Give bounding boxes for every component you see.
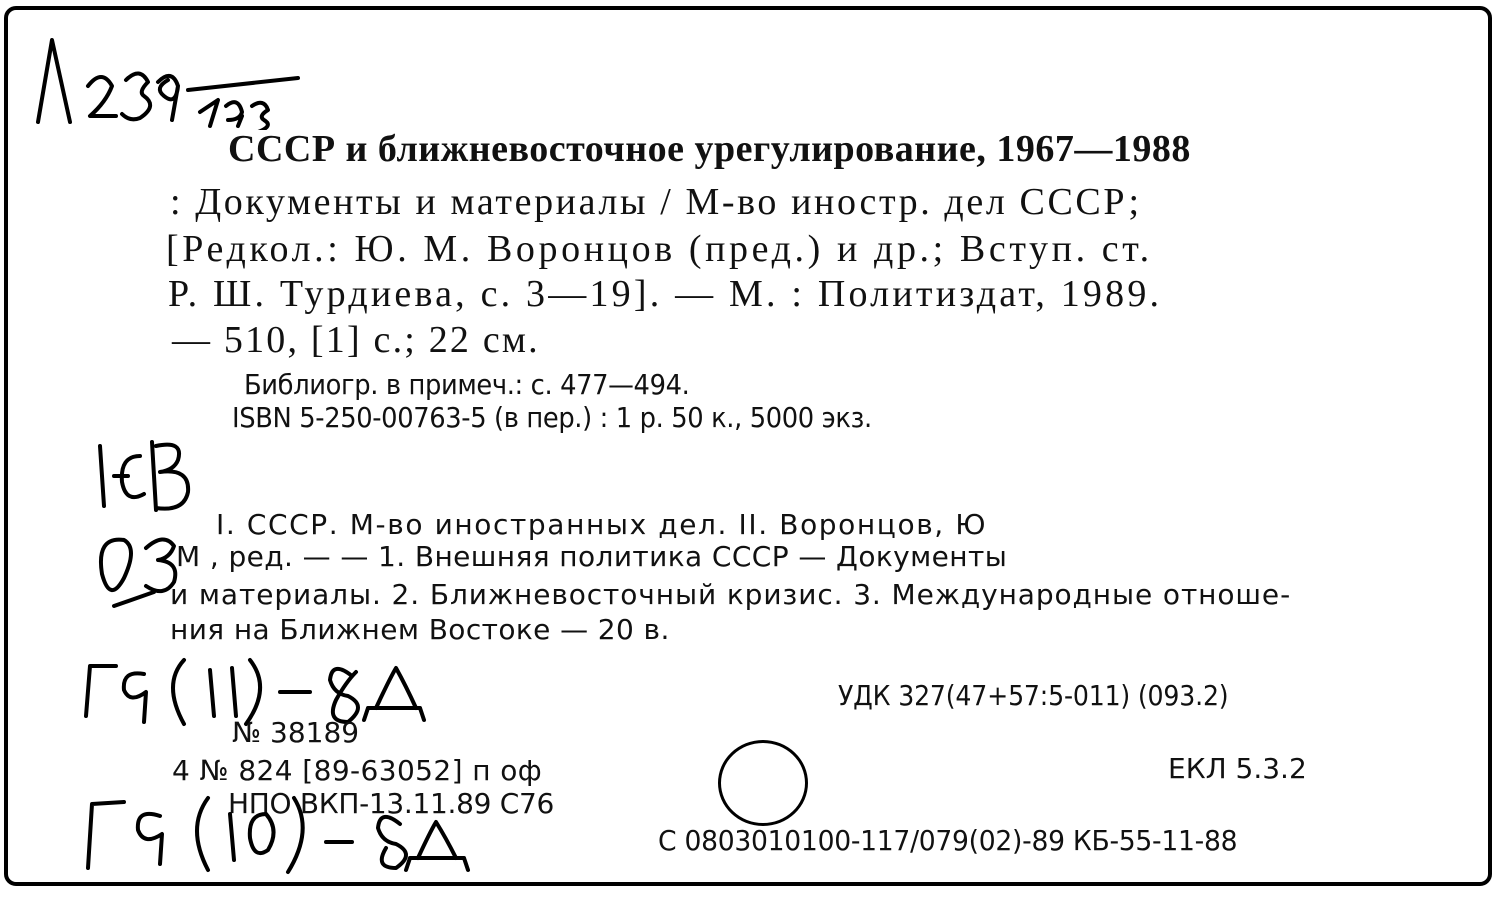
description-line-3: Р. Ш. Турдиева, с. 3—19]. — М. : Политиздат, 1989.	[168, 273, 1163, 315]
stamp-circle	[718, 740, 808, 826]
subject-line-2: М , ред. — — 1. Внешняя политика СССР — Документы	[176, 540, 1008, 573]
description-line-1: : Документы и материалы / М-во иностр. дел СССР;	[170, 181, 1142, 223]
description-line-2: [Редкол.: Ю. М. Воронцов (пред.) и др.; Вступ. ст.	[166, 228, 1153, 270]
book-title: СССР и ближневосточное урегулирование, 1967—1988	[228, 128, 1191, 170]
bibliography-note: Библиогр. в примеч.: с. 477—494.	[244, 368, 690, 401]
catalog-number: № 38189	[232, 716, 360, 749]
subject-line-1: I. СССР. М-во иностранных дел. II. Воронцов, Ю	[216, 508, 988, 541]
order-line: 4 № 824 [89-63052] п оф	[172, 754, 543, 787]
subject-line-3: и материалы. 2. Ближневосточный кризис. 3. Международные отноше-	[170, 578, 1292, 611]
description-line-4: — 510, [1] с.; 22 см.	[172, 319, 540, 361]
udc-code: УДК 327(47+57:5-011) (093.2)	[838, 679, 1229, 712]
ekl-code: ЕКЛ 5.3.2	[1168, 752, 1307, 785]
handwritten-shelf-mark	[30, 30, 300, 130]
npo-line: НПО ВКП-13.11.89 С76	[228, 787, 555, 820]
handwritten-class-code-2	[80, 784, 480, 884]
bottom-code: С 0803010100-117/079(02)-89 КБ-55-11-88	[658, 824, 1238, 857]
isbn-note: ISBN 5-250-00763-5 (в пер.) : 1 р. 50 к., 5000 экз.	[232, 401, 872, 434]
subject-line-4: ния на Ближнем Востоке — 20 в.	[170, 613, 670, 646]
